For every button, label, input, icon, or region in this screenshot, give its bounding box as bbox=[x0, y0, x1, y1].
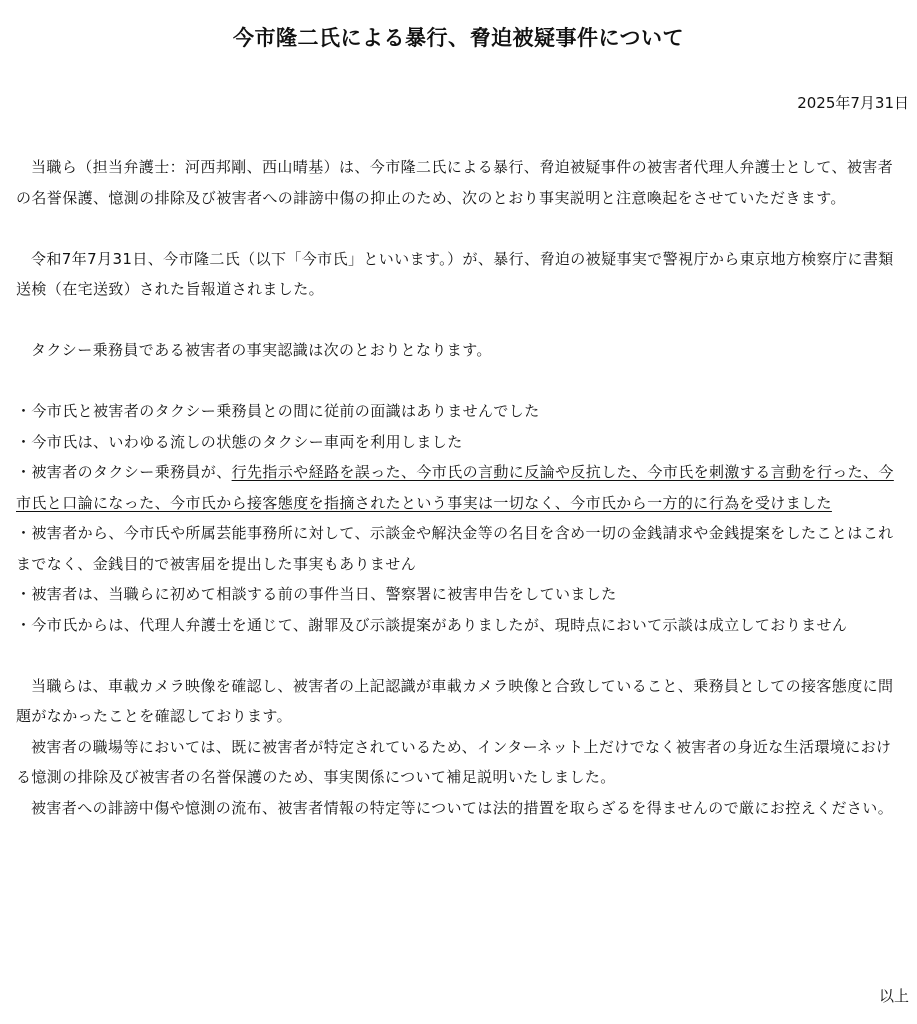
document-date: 2025年7月31日 bbox=[797, 94, 909, 112]
paragraph-gap bbox=[16, 305, 906, 336]
paragraph-gap bbox=[16, 213, 906, 244]
bullet-item: ・今市氏からは、代理人弁護士を通じて、謝罪及び示談提案がありましたが、現時点において示談は成立しておりません bbox=[16, 615, 848, 634]
closing-mark: 以上 bbox=[878, 987, 909, 1005]
paragraph-gap bbox=[16, 366, 906, 397]
document-title: 今市隆二氏による暴行、脅迫被疑事件について bbox=[232, 26, 685, 50]
bullet-prefix: ・被害者のタクシー乗務員が、 bbox=[16, 463, 232, 481]
paragraph-gap bbox=[16, 640, 906, 671]
conclusion-paragraph: 当職らは、車載カメラ映像を確認し、被害者の上記認識が車載カメラ映像と合致していること、乗務員としての接客態度に問題がなかったことを確認しております。 bbox=[16, 676, 894, 725]
document-body bbox=[16, 152, 906, 823]
bullet-item: ・被害者から、今市氏や所属芸能事務所に対して、示談金や解決金等の名目を含め一切の金銭請求や金銭提案をしたことはこれまでなく、金銭目的で被害届を提出した事実もありません bbox=[16, 524, 894, 573]
bullet-item: ・今市氏と被害者のタクシー乗務員との間に従前の面識はありませんでした bbox=[16, 402, 540, 420]
bullet-item: ・被害者は、当職らに初めて相談する前の事件当日、警察署に被害申告をしていました bbox=[16, 585, 617, 603]
conclusion-paragraph: 被害者の職場等においては、既に被害者が特定されているため、インターネット上だけでなく被害者の身近な生活環境における憶測の排除及び被害者の名誉保護のため、事実関係について補足説明いたしました。 bbox=[16, 737, 892, 786]
underlined-statement: 行先指示や経路を誤った、今市氏の言動に反論や反抗した、今市氏を刺激する言動を行った、今市氏と口論になった、今市氏から接客態度を指摘されたという事実は一切なく、今市氏から一方的に行為を受けました bbox=[16, 463, 894, 512]
intro-paragraph: 当職ら（担当弁護士：河西邦剛、西山晴基）は、今市隆二氏による暴行、脅迫被疑事件の被害者代理人弁護士として、被害者の名誉保護、憶測の排除及び被害者への誹謗中傷の抑止のため、次のとおり事実説明と注意喚起をさせていただきます。 bbox=[16, 158, 894, 207]
bullet-item bbox=[16, 457, 906, 518]
report-paragraph: 令和7年7月31日、今市隆二氏（以下「今市氏」といいます。）が、暴行、脅迫の被疑事実で警視庁から東京地方検察庁に書類送検（在宅送致）された旨報道されました。 bbox=[16, 249, 894, 298]
facts-intro-paragraph: タクシー乗務員である被害者の事実認識は次のとおりとなります。 bbox=[31, 341, 492, 359]
conclusion-paragraph: 被害者への誹謗中傷や憶測の流布、被害者情報の特定等については法的措置を取らざるを得ませんので厳にお控えください。 bbox=[31, 798, 894, 817]
facts-bullet-list bbox=[16, 396, 906, 640]
bullet-item: ・今市氏は、いわゆる流しの状態のタクシー車両を利用しました bbox=[16, 432, 463, 451]
